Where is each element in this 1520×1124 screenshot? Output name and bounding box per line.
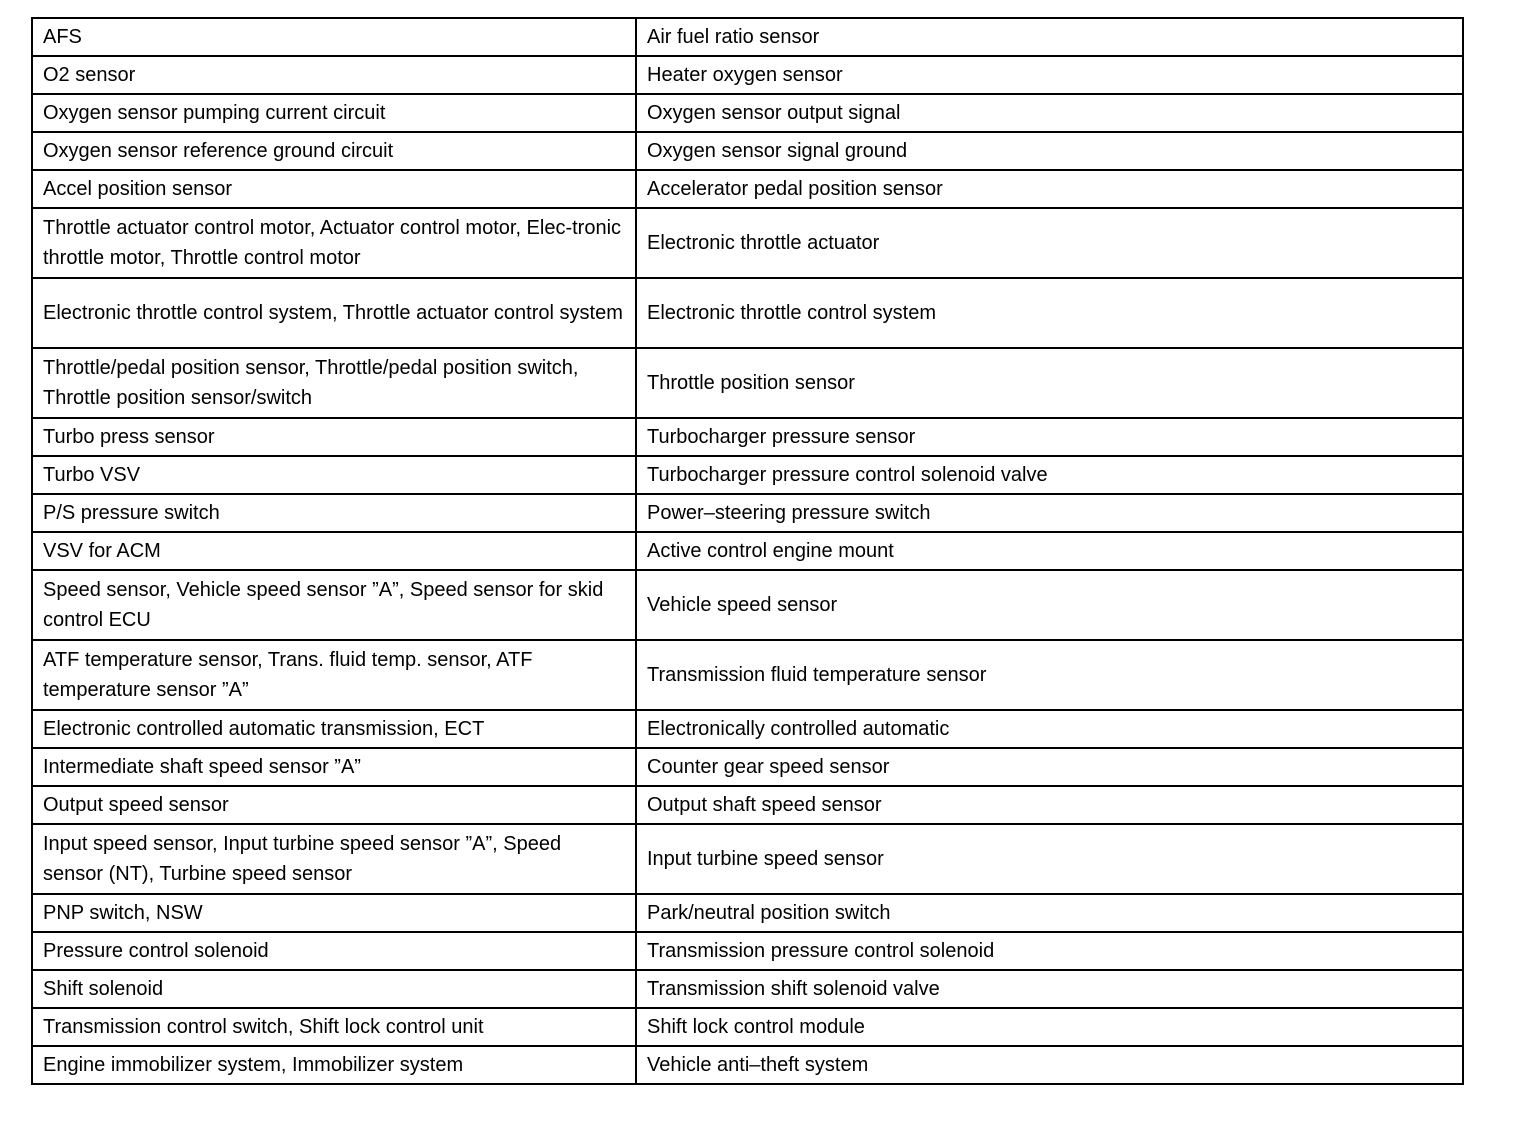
term-cell: P/S pressure switch	[32, 494, 636, 532]
definition-cell: Electronically controlled automatic	[636, 710, 1463, 748]
definition-cell: Output shaft speed sensor	[636, 786, 1463, 824]
table-row	[32, 748, 1463, 786]
term-cell: Engine immobilizer system, Immobilizer system	[32, 1046, 636, 1084]
definition-cell: Accelerator pedal position sensor	[636, 170, 1463, 208]
table-row	[32, 348, 1463, 418]
terminology-table	[31, 17, 1464, 1085]
term-cell: Pressure control solenoid	[32, 932, 636, 970]
definition-cell: Heater oxygen sensor	[636, 56, 1463, 94]
term-cell: Throttle/pedal position sensor, Throttle/pedal position switch, Throttle position sensor/switch	[32, 348, 636, 418]
term-cell: Shift solenoid	[32, 970, 636, 1008]
term-cell: Intermediate shaft speed sensor ”A”	[32, 748, 636, 786]
definition-cell: Park/neutral position switch	[636, 894, 1463, 932]
table-row	[32, 532, 1463, 570]
definition-cell: Vehicle anti–theft system	[636, 1046, 1463, 1084]
definition-cell: Counter gear speed sensor	[636, 748, 1463, 786]
term-cell: O2 sensor	[32, 56, 636, 94]
table-row	[32, 494, 1463, 532]
definition-cell: Turbocharger pressure sensor	[636, 418, 1463, 456]
table-row	[32, 932, 1463, 970]
definition-cell: Transmission pressure control solenoid	[636, 932, 1463, 970]
table-row	[32, 640, 1463, 710]
term-cell: ATF temperature sensor, Trans. fluid temp. sensor, ATF temperature sensor ”A”	[32, 640, 636, 710]
definition-cell: Input turbine speed sensor	[636, 824, 1463, 894]
term-cell: Oxygen sensor reference ground circuit	[32, 132, 636, 170]
term-cell: Turbo press sensor	[32, 418, 636, 456]
term-cell: Turbo VSV	[32, 456, 636, 494]
definition-cell: Shift lock control module	[636, 1008, 1463, 1046]
term-cell: Throttle actuator control motor, Actuator control motor, Elec-tronic throttle motor, Throttle control motor	[32, 208, 636, 278]
definition-cell: Throttle position sensor	[636, 348, 1463, 418]
definition-cell: Electronic throttle control system	[636, 278, 1463, 348]
term-cell: Transmission control switch, Shift lock control unit	[32, 1008, 636, 1046]
definition-cell: Oxygen sensor signal ground	[636, 132, 1463, 170]
table-row	[32, 1046, 1463, 1084]
table-row	[32, 18, 1463, 56]
definition-cell: Vehicle speed sensor	[636, 570, 1463, 640]
table-row	[32, 970, 1463, 1008]
table-row	[32, 710, 1463, 748]
definition-cell: Transmission fluid temperature sensor	[636, 640, 1463, 710]
table-row	[32, 170, 1463, 208]
table-row	[32, 570, 1463, 640]
term-cell: Electronic controlled automatic transmission, ECT	[32, 710, 636, 748]
table-row	[32, 786, 1463, 824]
term-cell: VSV for ACM	[32, 532, 636, 570]
table-row	[32, 456, 1463, 494]
table-row	[32, 894, 1463, 932]
definition-cell: Oxygen sensor output signal	[636, 94, 1463, 132]
definition-cell: Air fuel ratio sensor	[636, 18, 1463, 56]
term-cell: Speed sensor, Vehicle speed sensor ”A”, Speed sensor for skid control ECU	[32, 570, 636, 640]
table-row	[32, 824, 1463, 894]
term-cell: AFS	[32, 18, 636, 56]
table-row	[32, 56, 1463, 94]
definition-cell: Turbocharger pressure control solenoid valve	[636, 456, 1463, 494]
table-row	[32, 132, 1463, 170]
table-row	[32, 418, 1463, 456]
term-cell: Oxygen sensor pumping current circuit	[32, 94, 636, 132]
definition-cell: Active control engine mount	[636, 532, 1463, 570]
table-row	[32, 208, 1463, 278]
term-cell: PNP switch, NSW	[32, 894, 636, 932]
term-cell: Electronic throttle control system, Throttle actuator control system	[32, 278, 636, 348]
term-cell: Accel position sensor	[32, 170, 636, 208]
definition-cell: Transmission shift solenoid valve	[636, 970, 1463, 1008]
term-cell: Output speed sensor	[32, 786, 636, 824]
term-cell: Input speed sensor, Input turbine speed sensor ”A”, Speed sensor (NT), Turbine speed sensor	[32, 824, 636, 894]
table-row	[32, 1008, 1463, 1046]
definition-cell: Electronic throttle actuator	[636, 208, 1463, 278]
table-row	[32, 94, 1463, 132]
definition-cell: Power–steering pressure switch	[636, 494, 1463, 532]
table-row	[32, 278, 1463, 348]
